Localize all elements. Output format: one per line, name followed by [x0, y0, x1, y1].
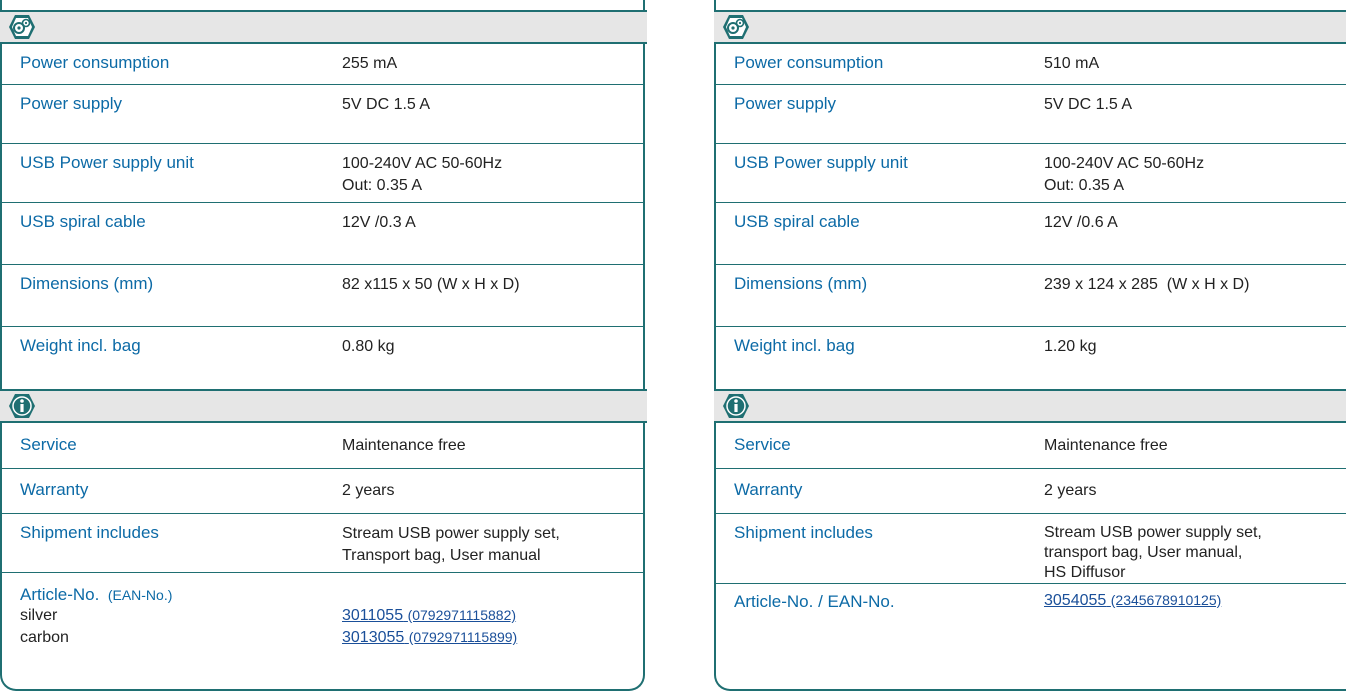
specs-section-header	[714, 10, 1346, 44]
spec-label: USB Power supply unit	[20, 153, 194, 172]
article-row	[2, 573, 643, 689]
info-value: Stream USB power supply set, transport bag, User manual, HS Diffusor	[1044, 524, 1262, 581]
spec-row	[2, 144, 643, 203]
spec-row	[716, 85, 1346, 144]
article-link-silver[interactable]: 3011055 (0792971115882)	[342, 607, 517, 624]
spec-row	[716, 44, 1346, 85]
info-row	[716, 514, 1346, 584]
spec-value: 0.80 kg	[342, 338, 395, 355]
variant-carbon-label: carbon	[20, 629, 69, 646]
spec-row	[716, 144, 1346, 203]
spec-row	[2, 85, 643, 144]
spec-row	[716, 327, 1346, 389]
spec-label: Weight incl. bag	[20, 336, 141, 355]
spec-label: Power consumption	[20, 53, 170, 72]
article-row	[716, 584, 1346, 689]
spec-row	[2, 327, 643, 389]
spec-value: 12V /0.6 A	[1044, 214, 1118, 231]
article-label: Article-No. (EAN-No.)	[20, 585, 173, 604]
spec-value: 100-240V AC 50-60Hz Out: 0.35 A	[342, 155, 503, 194]
info-label: Shipment includes	[734, 523, 873, 542]
info-label: Service	[20, 435, 77, 454]
info-row	[2, 423, 643, 469]
spec-value: 5V DC 1.5 A	[342, 96, 431, 113]
info-icon	[722, 392, 750, 420]
spec-value: 100-240V AC 50-60Hz Out: 0.35 A	[1044, 155, 1205, 194]
spec-value: 255 mA	[342, 55, 398, 72]
spec-value: 1.20 kg	[1044, 338, 1097, 355]
article-link[interactable]: 3054055 (2345678910125)	[1044, 592, 1222, 609]
spec-row	[716, 265, 1346, 327]
info-icon	[8, 392, 36, 420]
spec-label: Dimensions (mm)	[20, 274, 154, 293]
spec-row	[2, 265, 643, 327]
right-product-panel	[714, 0, 1346, 691]
info-value: 2 years	[342, 482, 395, 499]
info-label: Warranty	[20, 480, 89, 499]
spec-label: Power supply	[734, 94, 837, 113]
spec-value: 5V DC 1.5 A	[1044, 96, 1133, 113]
left-product-panel	[0, 0, 645, 691]
info-value: Maintenance free	[342, 437, 466, 454]
spec-row	[716, 203, 1346, 265]
info-row	[716, 469, 1346, 514]
spec-row	[2, 44, 643, 85]
specs-section-header	[0, 10, 647, 44]
gears-icon	[722, 13, 750, 41]
info-row	[716, 423, 1346, 469]
spec-label: USB Power supply unit	[734, 153, 908, 172]
info-label: Warranty	[734, 480, 803, 499]
info-value: 2 years	[1044, 482, 1097, 499]
article-link-carbon[interactable]: 3013055 (0792971115899)	[342, 629, 518, 646]
info-value: Maintenance free	[1044, 437, 1168, 454]
article-label: Article-No. / EAN-No.	[734, 592, 895, 611]
spec-label: Dimensions (mm)	[734, 274, 868, 293]
spec-row	[2, 203, 643, 265]
info-value: Stream USB power supply set, Transport bag, User manual	[342, 525, 560, 564]
spec-value: 12V /0.3 A	[342, 214, 416, 231]
gears-icon	[8, 13, 36, 41]
info-row	[2, 469, 643, 514]
variant-silver-label: silver	[20, 607, 58, 624]
spec-label: USB spiral cable	[734, 212, 860, 231]
spec-label: Power supply	[20, 94, 123, 113]
spec-label: Weight incl. bag	[734, 336, 855, 355]
spec-label: Power consumption	[734, 53, 884, 72]
info-label: Service	[734, 435, 791, 454]
info-label: Shipment includes	[20, 523, 159, 542]
spec-value: 239 x 124 x 285 (W x H x D)	[1044, 276, 1250, 293]
spec-label: USB spiral cable	[20, 212, 146, 231]
spec-value: 82 x115 x 50 (W x H x D)	[342, 276, 520, 293]
spec-value: 510 mA	[1044, 55, 1100, 72]
info-section-header	[714, 389, 1346, 423]
info-section-header	[0, 389, 647, 423]
info-row	[2, 514, 643, 573]
